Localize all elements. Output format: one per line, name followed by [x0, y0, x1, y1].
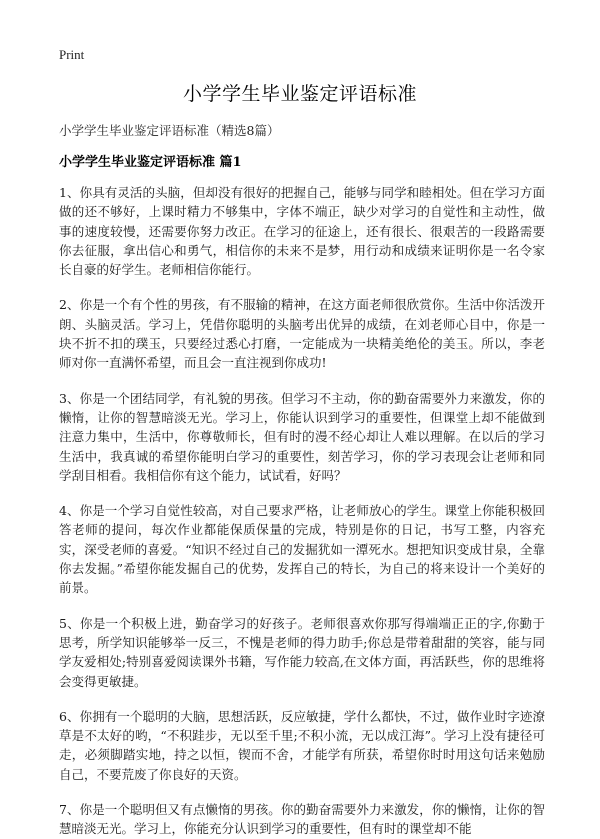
paragraph-1: 1、你具有灵活的头脑，但却没有很好的把握自己，能够与同学和睦相处。但在学习方面做的还不够好，上课时精力不够集中，字体不端正，缺少对学习的自觉性和主动性，做事的速度较慢，还需要你努力改正。在学习的征途上，还有很长、很艰苦的一段路需要你去征服，拿出信心和勇气，相信你的未来不是梦，用行动和成绩来证明你是一名令家长自豪的好学生。老师相信你能行。 — [59, 185, 545, 278]
document-body — [59, 183, 545, 839]
paragraph-7: 7、你是一个聪明但又有点懒惰的男孩。你的勤奋需要外力来激发，你的懒惰，让你的智慧暗淡无光。学习上，你能充分认识到学习的重要性，但有时的课堂却不能 — [59, 802, 545, 837]
paragraph-3: 3、你是一个团结同学，有礼貌的男孩。但学习不主动，你的勤奋需要外力来激发，你的懒惰，让你的智慧暗淡无光。学习上，你能认识到学习的重要性，但课堂上却不能做到注意力集中，生活中，你尊敬师长，但有时的漫不经心却让人难以理解。在以后的学习生活中，我真诚的希望你能明白学习的重要性，刻苦学习，你的学习表现会让老师和同学刮目相看。我相信你有这个能力，试试看，好吗？ — [59, 390, 545, 483]
paragraph-2: 2、你是一个有个性的男孩，有不服输的精神，在这方面老师很欣赏你。生活中你活泼开朗、头脑灵活。学习上，凭借你聪明的头脑考出优异的成绩，在刘老师心目中，你是一块不折不扣的璞玉，只要经过悉心打磨，一定能成为一块精美绝伦的美玉。所以，李老师对你一直满怀希望，而且会一直注视到你成功! — [59, 297, 545, 371]
document-subtitle: 小学学生毕业鉴定评语标准（精选8篇） — [59, 123, 280, 138]
section-heading: 小学学生毕业鉴定评语标准 篇1 — [59, 155, 242, 170]
paragraph-5: 5、你是一个积极上进，勤奋学习的好孩子。老师很喜欢你那写得端端正正的字,你勤于思考，所学知识能够举一反三，不愧是老师的得力助手;你总是带着甜甜的笑容，能与同学友爱相处;特别喜爱阅读课外书籍，写作能力较高,在文体方面，再活跃些，你的思维将会变得更敏捷。 — [59, 615, 545, 689]
paragraph-4: 4、你是一个学习自觉性较高，对自己要求严格，让老师放心的学生。课堂上你能积极回答老师的提问，每次作业都能保质保量的完成，特别是你的日记，书写工整，内容充实，深受老师的喜爱。“知识不经过自己的发掘犹如一潭死水。想把知识变成甘泉，全靠你去发掘。”希望你能发掘自己的优势，发挥自己的特长，为自己的将来设计一个美好的前景。 — [59, 503, 545, 596]
print-label: Print — [59, 47, 85, 62]
paragraph-6: 6、你拥有一个聪明的大脑，思想活跃，反应敏捷，学什么都快，不过，做作业时字迹潦草是不太好的哟，“不积跬步，无以至千里;不积小流，无以成江海”。学习上没有捷径可走，必须脚踏实地，持之以恒，锲而不舍，才能学有所获，希望你时时用这句话来勉励自己，不要荒废了你良好的天资。 — [59, 708, 545, 782]
page-title: 小学学生毕业鉴定评语标准 — [182, 83, 417, 105]
